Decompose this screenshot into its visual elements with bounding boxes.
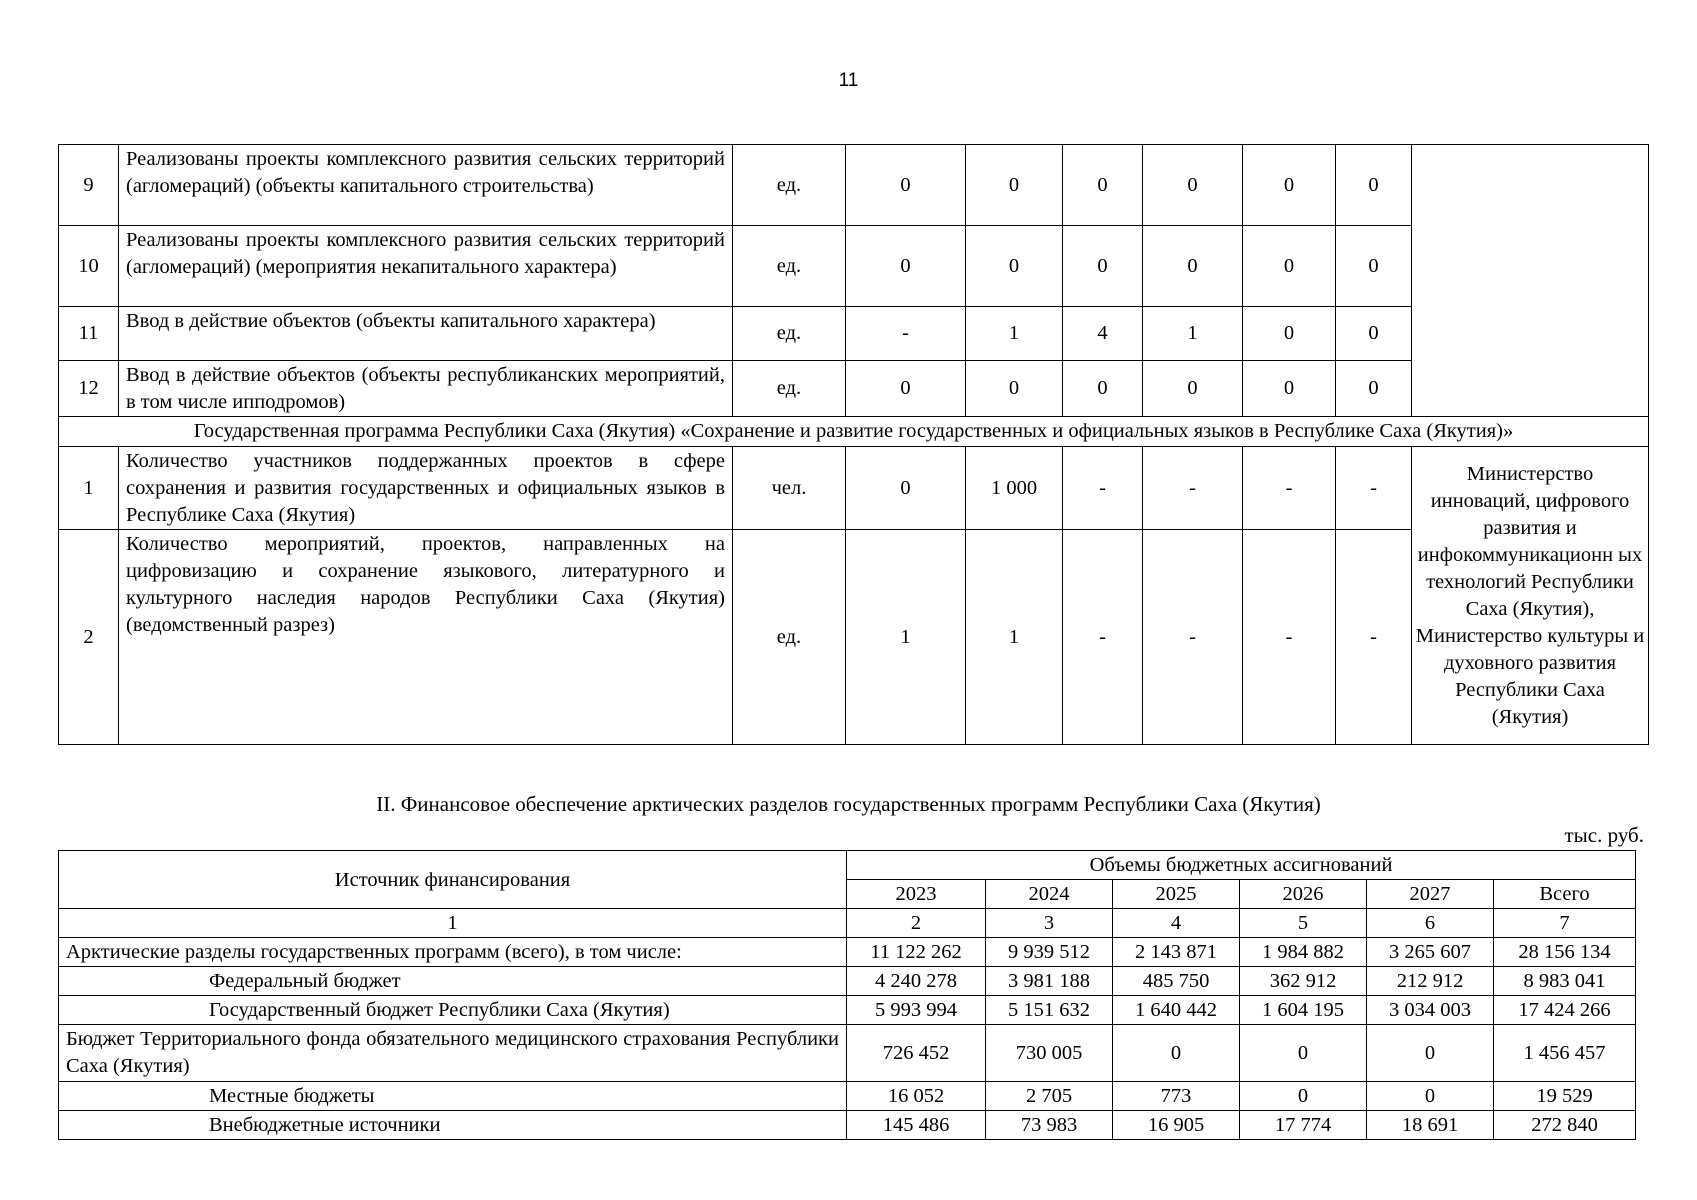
value-cell: 3 265 607 (1367, 938, 1494, 967)
table-row (59, 1082, 1636, 1111)
value-cell: 145 486 (847, 1111, 986, 1140)
column-number: 4 (1113, 909, 1240, 938)
row-number: 9 (59, 145, 119, 226)
value-cell: - (1243, 530, 1336, 745)
value-cell: 28 156 134 (1494, 938, 1636, 967)
source-name: Местные бюджеты (59, 1082, 847, 1111)
unit-cell: ед. (733, 361, 846, 417)
section-title: II. Финансовое обеспечение арктических разделов государственных программ Республики Саха (Якутия) (376, 792, 1321, 816)
value-cell: 18 691 (1367, 1111, 1494, 1140)
value-cell: 0 (1243, 226, 1336, 307)
source-name: Бюджет Территориального фонда обязательного медицинского страхования Республики Саха (Якутия) (59, 1025, 847, 1082)
value-cell: - (1063, 447, 1143, 530)
value-cell: 0 (846, 447, 966, 530)
table-row (59, 967, 1636, 996)
value-cell: 0 (1243, 307, 1336, 361)
value-cell: 5 151 632 (986, 996, 1113, 1025)
source-name: Арктические разделы государственных программ (всего), в том числе: (59, 938, 847, 967)
column-number: 6 (1367, 909, 1494, 938)
value-cell: 1 456 457 (1494, 1025, 1636, 1082)
header-row (59, 851, 1636, 880)
value-cell: 0 (1063, 145, 1143, 226)
value-cell: 0 (1336, 361, 1412, 417)
row-number: 1 (59, 447, 119, 530)
value-cell: 0 (1243, 361, 1336, 417)
value-cell: 11 122 262 (847, 938, 986, 967)
value-cell: 16 052 (847, 1082, 986, 1111)
value-cell: 17 424 266 (1494, 996, 1636, 1025)
value-cell: 1 000 (966, 447, 1063, 530)
table-row (59, 307, 1649, 361)
program-title-row (59, 417, 1649, 447)
value-cell: 0 (1336, 307, 1412, 361)
indicator-name: Количество мероприятий, проектов, направленных на цифровизацию и сохранение языкового, литературного и культурного наследия народов Республики Саха (Якутия) (ведомственный разрез) (119, 530, 733, 745)
column-number: 3 (986, 909, 1113, 938)
value-cell: - (1063, 530, 1143, 745)
value-cell: 0 (1243, 145, 1336, 226)
table-row (59, 361, 1649, 417)
value-cell: 0 (846, 226, 966, 307)
value-cell: 4 (1063, 307, 1143, 361)
page-number: 11 (838, 70, 859, 91)
unit-cell: ед. (733, 307, 846, 361)
value-cell: 3 034 003 (1367, 996, 1494, 1025)
table-row (59, 938, 1636, 967)
value-cell: 1 (1143, 307, 1243, 361)
value-cell: 0 (966, 361, 1063, 417)
value-cell: - (1336, 447, 1412, 530)
unit-cell: ед. (733, 145, 846, 226)
year-header: 2023 (847, 880, 986, 909)
value-cell: 773 (1113, 1082, 1240, 1111)
row-number: 2 (59, 530, 119, 745)
indicator-name: Ввод в действие объектов (объекты капитального характера) (119, 307, 733, 361)
value-cell: 1 984 882 (1240, 938, 1367, 967)
responsible-executor: Министерство инноваций, цифрового развития и инфокоммуникационн ых технологий Республики Саха (Якутия), Министерство культуры и духовного развития Республики Саха (Якутия) (1412, 447, 1649, 745)
indicator-name: Реализованы проекты комплексного развития сельских территорий (агломераций) (мероприятия некапитального характера) (119, 226, 733, 307)
value-cell: 0 (1240, 1025, 1367, 1082)
table-row (59, 996, 1636, 1025)
table-row (59, 1025, 1636, 1082)
value-cell: 0 (1367, 1025, 1494, 1082)
value-cell: - (846, 307, 966, 361)
value-cell: 485 750 (1113, 967, 1240, 996)
value-cell: 0 (966, 226, 1063, 307)
value-cell: 1 (966, 307, 1063, 361)
unit-cell: ед. (733, 226, 846, 307)
value-cell: 272 840 (1494, 1111, 1636, 1140)
value-cell: 0 (1113, 1025, 1240, 1082)
indicators-table (58, 144, 1649, 745)
value-cell: 1 (846, 530, 966, 745)
year-header: 2024 (986, 880, 1113, 909)
source-name: Внебюджетные источники (59, 1111, 847, 1140)
value-cell: 8 983 041 (1494, 967, 1636, 996)
indicator-name: Ввод в действие объектов (объекты республиканских мероприятий, в том числе ипподромов) (119, 361, 733, 417)
value-cell: 0 (1240, 1082, 1367, 1111)
value-cell: - (1243, 447, 1336, 530)
value-cell: - (1143, 530, 1243, 745)
value-cell: - (1336, 530, 1412, 745)
value-cell: 1 (966, 530, 1063, 745)
value-cell: 0 (1336, 145, 1412, 226)
year-header: 2027 (1367, 880, 1494, 909)
year-header: 2026 (1240, 880, 1367, 909)
year-header: 2025 (1113, 880, 1240, 909)
value-cell: 726 452 (847, 1025, 986, 1082)
value-cell: 17 774 (1240, 1111, 1367, 1140)
row-number: 11 (59, 307, 119, 361)
value-cell: 0 (1063, 226, 1143, 307)
value-cell: 73 983 (986, 1111, 1113, 1140)
indicator-name: Реализованы проекты комплексного развития сельских территорий (агломераций) (объекты капитального строительства) (119, 145, 733, 226)
column-numbers-row (59, 909, 1636, 938)
value-cell: 0 (846, 145, 966, 226)
value-cell: 0 (1143, 226, 1243, 307)
indicator-name: Количество участников поддержанных проектов в сфере сохранения и развития государственных и официальных языков в Республике Саха (Якутия) (119, 447, 733, 530)
value-cell: 0 (846, 361, 966, 417)
value-cell: 3 981 188 (986, 967, 1113, 996)
column-number: 1 (59, 909, 847, 938)
value-cell: 0 (1143, 361, 1243, 417)
value-cell: 4 240 278 (847, 967, 986, 996)
value-cell: 16 905 (1113, 1111, 1240, 1140)
value-cell: 19 529 (1494, 1082, 1636, 1111)
row-number: 10 (59, 226, 119, 307)
source-name: Государственный бюджет Республики Саха (Якутия) (59, 996, 847, 1025)
table-row (59, 530, 1649, 745)
value-cell: 362 912 (1240, 967, 1367, 996)
column-number: 7 (1494, 909, 1636, 938)
table-row (59, 145, 1649, 226)
table-row (59, 1111, 1636, 1140)
source-name: Федеральный бюджет (59, 967, 847, 996)
unit-note: тыс. руб. (1564, 823, 1644, 847)
year-header: Всего (1494, 880, 1636, 909)
column-number: 2 (847, 909, 986, 938)
value-cell: 212 912 (1367, 967, 1494, 996)
value-cell: 2 705 (986, 1082, 1113, 1111)
unit-cell: ед. (733, 530, 846, 745)
value-cell: 1 640 442 (1113, 996, 1240, 1025)
table-row (59, 226, 1649, 307)
row-number: 12 (59, 361, 119, 417)
column-number: 5 (1240, 909, 1367, 938)
value-cell: 1 604 195 (1240, 996, 1367, 1025)
value-cell: 2 143 871 (1113, 938, 1240, 967)
table-row (59, 447, 1649, 530)
value-cell: 730 005 (986, 1025, 1113, 1082)
value-cell: 9 939 512 (986, 938, 1113, 967)
unit-cell: чел. (733, 447, 846, 530)
value-cell: 0 (1143, 145, 1243, 226)
program-title: Государственная программа Республики Саха (Якутия) «Сохранение и развитие государственных и официальных языков в Республике Саха (Якутия)» (59, 417, 1649, 447)
value-cell: 0 (1367, 1082, 1494, 1111)
volumes-header: Объемы бюджетных ассигнований (847, 851, 1636, 880)
value-cell: 5 993 994 (847, 996, 986, 1025)
value-cell: 0 (1063, 361, 1143, 417)
value-cell: 0 (966, 145, 1063, 226)
value-cell: 0 (1336, 226, 1412, 307)
financing-table (58, 850, 1636, 1140)
source-header: Источник финансирования (59, 851, 847, 909)
responsible-cell-empty (1412, 145, 1649, 417)
value-cell: - (1143, 447, 1243, 530)
